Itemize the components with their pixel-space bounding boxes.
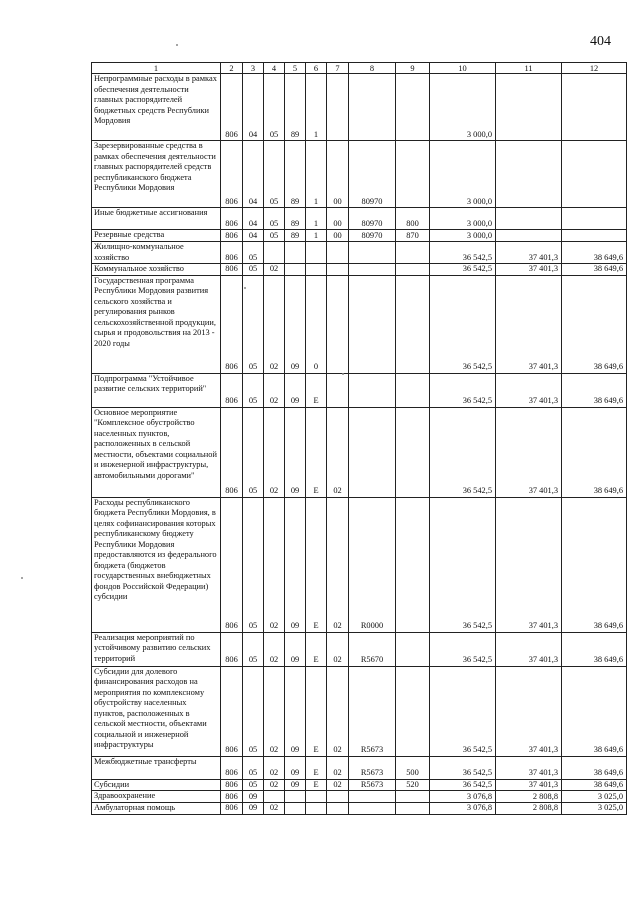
- amount-cell: 38 649,6: [562, 373, 627, 407]
- amount-cell: 38 649,6: [562, 275, 627, 373]
- row-label: Межбюджетные трансферты: [92, 756, 221, 779]
- code-cell: 04: [243, 141, 264, 208]
- code-cell: [285, 242, 306, 264]
- column-header: 7: [327, 63, 349, 74]
- code-cell: [396, 803, 430, 815]
- code-cell: [327, 791, 349, 803]
- code-cell: Е: [306, 779, 327, 791]
- scan-speck: [21, 577, 23, 579]
- amount-cell: 38 649,6: [562, 779, 627, 791]
- amount-cell: 38 649,6: [562, 632, 627, 666]
- code-cell: 05: [264, 141, 285, 208]
- amount-cell: 3 025,0: [562, 791, 627, 803]
- code-cell: Е: [306, 407, 327, 497]
- code-cell: 05: [243, 666, 264, 756]
- code-cell: 09: [285, 373, 306, 407]
- code-cell: [349, 264, 396, 276]
- code-cell: 00: [327, 230, 349, 242]
- amount-cell: 36 542,5: [430, 373, 496, 407]
- column-header: 8: [349, 63, 396, 74]
- code-cell: 05: [243, 407, 264, 497]
- code-cell: 806: [221, 791, 243, 803]
- row-label: Резервные средства: [92, 230, 221, 242]
- code-cell: Е: [306, 632, 327, 666]
- row-label: Реализация мероприятий по устойчивому развитию сельских территорий: [92, 632, 221, 666]
- code-cell: [327, 275, 349, 373]
- code-cell: 05: [243, 242, 264, 264]
- code-cell: 806: [221, 803, 243, 815]
- table-row: [92, 275, 627, 373]
- code-cell: 02: [327, 632, 349, 666]
- code-cell: 806: [221, 407, 243, 497]
- code-cell: [396, 632, 430, 666]
- amount-cell: 36 542,5: [430, 779, 496, 791]
- amount-cell: [496, 141, 562, 208]
- code-cell: 80970: [349, 141, 396, 208]
- code-cell: 02: [327, 407, 349, 497]
- code-cell: [396, 666, 430, 756]
- code-cell: [349, 242, 396, 264]
- code-cell: 870: [396, 230, 430, 242]
- amount-cell: 38 649,6: [562, 242, 627, 264]
- table-row: [92, 666, 627, 756]
- amount-cell: [496, 230, 562, 242]
- code-cell: 02: [264, 632, 285, 666]
- code-cell: 1: [306, 74, 327, 141]
- amount-cell: 37 401,3: [496, 264, 562, 276]
- column-header: 2: [221, 63, 243, 74]
- code-cell: [349, 373, 396, 407]
- amount-cell: 37 401,3: [496, 632, 562, 666]
- amount-cell: 36 542,5: [430, 666, 496, 756]
- table-row: [92, 497, 627, 632]
- code-cell: 02: [264, 497, 285, 632]
- code-cell: 806: [221, 208, 243, 230]
- code-cell: 05: [264, 208, 285, 230]
- row-label: Коммунальное хозяйство: [92, 264, 221, 276]
- code-cell: 09: [285, 666, 306, 756]
- table-row: [92, 141, 627, 208]
- header-row: [92, 63, 627, 74]
- code-cell: [396, 242, 430, 264]
- amount-cell: 38 649,6: [562, 497, 627, 632]
- code-cell: 806: [221, 666, 243, 756]
- code-cell: 09: [285, 497, 306, 632]
- code-cell: 0: [306, 275, 327, 373]
- code-cell: 1: [306, 208, 327, 230]
- code-cell: 02: [327, 779, 349, 791]
- code-cell: [306, 791, 327, 803]
- code-cell: 05: [243, 497, 264, 632]
- table-row: [92, 74, 627, 141]
- code-cell: 02: [264, 756, 285, 779]
- amount-cell: [496, 74, 562, 141]
- code-cell: [285, 791, 306, 803]
- column-header: 1: [92, 63, 221, 74]
- column-header: 10: [430, 63, 496, 74]
- row-label: Здравоохранение: [92, 791, 221, 803]
- code-cell: [396, 373, 430, 407]
- code-cell: [306, 803, 327, 815]
- code-cell: 02: [264, 373, 285, 407]
- page-number: 404: [590, 34, 611, 49]
- column-header: 12: [562, 63, 627, 74]
- code-cell: [327, 74, 349, 141]
- code-cell: 02: [264, 407, 285, 497]
- code-cell: 806: [221, 141, 243, 208]
- code-cell: 00: [327, 208, 349, 230]
- row-label: Расходы республиканского бюджета Республики Мордовия, в целях софинансирования которых республиканскому бюджету Республики Мордовия предоставляются из федерального бюджета (бюджетов государственных внебюджетных фондов Российской Федерации) субсидии: [92, 497, 221, 632]
- code-cell: [396, 791, 430, 803]
- code-cell: [396, 497, 430, 632]
- amount-cell: 3 000,0: [430, 230, 496, 242]
- code-cell: [306, 242, 327, 264]
- code-cell: [327, 373, 349, 407]
- code-cell: [349, 803, 396, 815]
- column-header: 5: [285, 63, 306, 74]
- code-cell: 02: [264, 779, 285, 791]
- code-cell: 09: [243, 791, 264, 803]
- code-cell: 00: [327, 141, 349, 208]
- table-row: [92, 230, 627, 242]
- code-cell: [349, 791, 396, 803]
- amount-cell: 37 401,3: [496, 756, 562, 779]
- amount-cell: 3 025,0: [562, 803, 627, 815]
- table-row: [92, 756, 627, 779]
- code-cell: [349, 275, 396, 373]
- row-label: Иные бюджетные ассигнования: [92, 208, 221, 230]
- code-cell: [396, 264, 430, 276]
- code-cell: 04: [243, 74, 264, 141]
- amount-cell: [562, 208, 627, 230]
- amount-cell: 36 542,5: [430, 497, 496, 632]
- amount-cell: 37 401,3: [496, 242, 562, 264]
- code-cell: 89: [285, 141, 306, 208]
- code-cell: 806: [221, 756, 243, 779]
- code-cell: 05: [243, 756, 264, 779]
- code-cell: 02: [327, 756, 349, 779]
- row-label: Зарезервированные средства в рамках обеспечения деятельности главных распорядителей средств республиканского бюджета Республики Мордовия: [92, 141, 221, 208]
- amount-cell: 37 401,3: [496, 779, 562, 791]
- table-row: [92, 632, 627, 666]
- code-cell: [264, 791, 285, 803]
- code-cell: Е: [306, 497, 327, 632]
- amount-cell: 3 000,0: [430, 141, 496, 208]
- code-cell: [396, 407, 430, 497]
- amount-cell: 38 649,6: [562, 666, 627, 756]
- code-cell: 1: [306, 230, 327, 242]
- table-row: [92, 264, 627, 276]
- code-cell: 05: [264, 230, 285, 242]
- code-cell: Е: [306, 666, 327, 756]
- code-cell: [264, 242, 285, 264]
- code-cell: 09: [285, 632, 306, 666]
- amount-cell: 37 401,3: [496, 497, 562, 632]
- code-cell: 05: [243, 632, 264, 666]
- code-cell: R5673: [349, 756, 396, 779]
- code-cell: 02: [327, 497, 349, 632]
- code-cell: R0000: [349, 497, 396, 632]
- amount-cell: 2 808,8: [496, 803, 562, 815]
- amount-cell: [562, 141, 627, 208]
- code-cell: 09: [285, 756, 306, 779]
- amount-cell: [562, 230, 627, 242]
- amount-cell: 36 542,5: [430, 407, 496, 497]
- amount-cell: 2 808,8: [496, 791, 562, 803]
- code-cell: 04: [243, 208, 264, 230]
- code-cell: Е: [306, 756, 327, 779]
- row-label: Непрограммные расходы в рамках обеспечения деятельности главных распорядителей бюджетных средств Республики Мордовия: [92, 74, 221, 141]
- row-label: Субсидии: [92, 779, 221, 791]
- column-header: 11: [496, 63, 562, 74]
- row-label: Жилищно-коммунальное хозяйство: [92, 242, 221, 264]
- code-cell: 500: [396, 756, 430, 779]
- code-cell: 09: [285, 779, 306, 791]
- code-cell: 89: [285, 208, 306, 230]
- amount-cell: 38 649,6: [562, 756, 627, 779]
- code-cell: [327, 242, 349, 264]
- code-cell: Е: [306, 373, 327, 407]
- code-cell: 806: [221, 373, 243, 407]
- row-label: Государственная программа Республики Мордовия развития сельского хозяйства и регулирования рынков сельскохозяйственной продукции, сырья и продовольствия на 2013 - 2020 годы: [92, 275, 221, 373]
- code-cell: 02: [264, 666, 285, 756]
- code-cell: 520: [396, 779, 430, 791]
- code-cell: [396, 74, 430, 141]
- amount-cell: 38 649,6: [562, 264, 627, 276]
- code-cell: [285, 264, 306, 276]
- table-row: [92, 791, 627, 803]
- code-cell: 806: [221, 74, 243, 141]
- scan-speck: [176, 44, 178, 46]
- code-cell: [306, 264, 327, 276]
- row-label: Подпрограмма "Устойчивое развитие сельских территорий": [92, 373, 221, 407]
- table-row: [92, 779, 627, 791]
- column-header: 6: [306, 63, 327, 74]
- code-cell: [327, 803, 349, 815]
- code-cell: 80970: [349, 230, 396, 242]
- budget-table: [91, 62, 627, 815]
- table-row: [92, 803, 627, 815]
- code-cell: 05: [264, 74, 285, 141]
- amount-cell: 36 542,5: [430, 632, 496, 666]
- scan-speck: [244, 287, 246, 289]
- column-header: 4: [264, 63, 285, 74]
- amount-cell: [496, 208, 562, 230]
- code-cell: 02: [264, 264, 285, 276]
- amount-cell: 38 649,6: [562, 407, 627, 497]
- code-cell: R5673: [349, 666, 396, 756]
- column-header: 3: [243, 63, 264, 74]
- amount-cell: 37 401,3: [496, 407, 562, 497]
- code-cell: [396, 141, 430, 208]
- code-cell: 02: [327, 666, 349, 756]
- code-cell: 806: [221, 230, 243, 242]
- code-cell: 1: [306, 141, 327, 208]
- row-label: Амбулаторная помощь: [92, 803, 221, 815]
- table-row: [92, 208, 627, 230]
- code-cell: 806: [221, 275, 243, 373]
- code-cell: [285, 803, 306, 815]
- code-cell: 09: [243, 803, 264, 815]
- amount-cell: 3 000,0: [430, 74, 496, 141]
- code-cell: 09: [285, 407, 306, 497]
- code-cell: [327, 264, 349, 276]
- code-cell: 09: [285, 275, 306, 373]
- table-body: [92, 74, 627, 815]
- code-cell: 05: [243, 373, 264, 407]
- code-cell: 04: [243, 230, 264, 242]
- code-cell: [396, 275, 430, 373]
- code-cell: 02: [264, 275, 285, 373]
- amount-cell: 3 076,8: [430, 791, 496, 803]
- amount-cell: 3 076,8: [430, 803, 496, 815]
- code-cell: 806: [221, 264, 243, 276]
- code-cell: 806: [221, 632, 243, 666]
- code-cell: [349, 74, 396, 141]
- code-cell: 806: [221, 242, 243, 264]
- column-header: 9: [396, 63, 430, 74]
- code-cell: 05: [243, 779, 264, 791]
- table-row: [92, 242, 627, 264]
- code-cell: R5670: [349, 632, 396, 666]
- table-row: [92, 373, 627, 407]
- code-cell: 05: [243, 275, 264, 373]
- amount-cell: 37 401,3: [496, 373, 562, 407]
- amount-cell: 36 542,5: [430, 242, 496, 264]
- amount-cell: 36 542,5: [430, 264, 496, 276]
- scan-speck: [342, 373, 344, 375]
- code-cell: 80970: [349, 208, 396, 230]
- code-cell: 800: [396, 208, 430, 230]
- code-cell: 806: [221, 497, 243, 632]
- code-cell: 89: [285, 74, 306, 141]
- code-cell: 05: [243, 264, 264, 276]
- table-row: [92, 407, 627, 497]
- code-cell: 806: [221, 779, 243, 791]
- amount-cell: 36 542,5: [430, 756, 496, 779]
- amount-cell: [562, 74, 627, 141]
- code-cell: R5673: [349, 779, 396, 791]
- amount-cell: 37 401,3: [496, 666, 562, 756]
- row-label: Субсидии для долевого финансирования расходов на мероприятия по комплексному обустройству населенных пунктов, расположенных в сельской местности, объектами социальной и инженерной инфраструктуры: [92, 666, 221, 756]
- amount-cell: 37 401,3: [496, 275, 562, 373]
- amount-cell: 3 000,0: [430, 208, 496, 230]
- code-cell: [349, 407, 396, 497]
- code-cell: 89: [285, 230, 306, 242]
- row-label: Основное мероприятие "Комплексное обустройство населенных пунктов, расположенных в сельской местности, объектами социальной и инженерной инфраструктуры, автомобильными дорогами": [92, 407, 221, 497]
- code-cell: 02: [264, 803, 285, 815]
- amount-cell: 36 542,5: [430, 275, 496, 373]
